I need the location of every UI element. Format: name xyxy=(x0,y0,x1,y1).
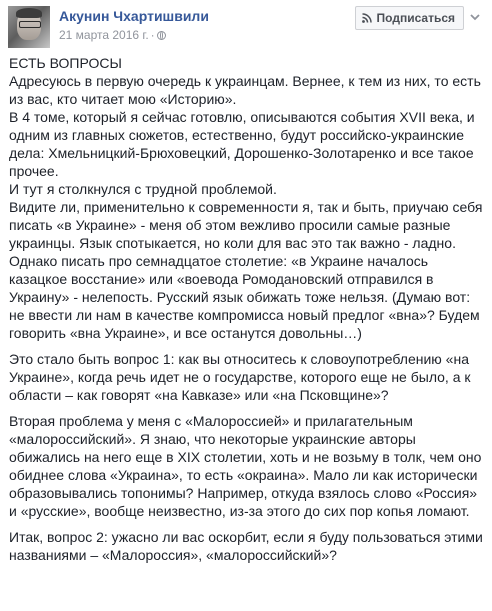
chevron-down-icon[interactable] xyxy=(468,10,482,24)
post-paragraph-4: Итак, вопрос 2: ужасно ли вас оскорбит, если я буду пользоваться этими названиями – «Малороссия», «малороссийский»? xyxy=(9,529,487,563)
avatar[interactable] xyxy=(8,6,50,48)
author-name[interactable]: Акунин Чхартишвили xyxy=(59,8,209,24)
subscribe-label: Подписаться xyxy=(376,11,455,25)
rss-icon xyxy=(362,13,372,23)
post-paragraph-1: ЕСТЬ ВОПРОСЫ Адресуюсь в первую очередь к украинцам. Вернее, к тем из них, то есть из вас, кто читает мою «Историю». В 4 томе, который я сейчас готовлю, описываются события XVII века, и одним из главных сюжетов, естественно, будут российско-украинские дела: Хмельницкий-Брюховецкий, Дорошенко-Золотаренко и все такое прочее. И тут я столкнулся с трудной проблемой. Видите ли, применительно к современности я, так и быть, приучаю себя писать «в Украине» - меня об этом вежливо просили самые разные украинцы. Язык спотыкается, но коли для вас это так важно - ладно. Однако писать про семнадцатое столетие: «в Украине началось казацкое восстание» или «воевода Ромодановский отправился в Украину» - нелепость. Русский язык обижать тоже нельзя. (Думаю вот: не ввести ли нам в качестве компромисса новый предлог «вна»? Будем говорить «вна Украине», и все останутся довольны…) xyxy=(9,55,483,341)
avatar-hair xyxy=(16,8,42,18)
post-paragraph-2: Это стало быть вопрос 1: как вы относитесь к словоупотреблению «на Украине», когда речь идет не о государстве, которого еще не было, а к области – как говорят «на Кавказе» или «на Псковщине»? xyxy=(9,351,475,403)
post-header xyxy=(8,6,484,48)
post-paragraph-3: Вторая проблема у меня с «Малороссией» и прилагательным «малороссийский». Я знаю, что некоторые украинские авторы обижались на него еще в XIX столетии, хоть и не возьму в толк, чем оно обиднее слова «Украина», то есть «окраина». Мало ли как исторически образовывались топонимы? Например, откуда взялось слово «Россия» и «русские», вообще неизвестно, из-за этого до сих пор копья ломают. xyxy=(9,413,486,519)
meta-separator: · xyxy=(150,28,155,42)
post-date[interactable]: 21 марта 2016 г. xyxy=(59,28,149,42)
post-body xyxy=(9,54,487,564)
post-meta xyxy=(59,28,166,42)
avatar-glasses xyxy=(19,21,41,28)
subscribe-button[interactable] xyxy=(355,6,464,30)
globe-icon[interactable] xyxy=(157,31,166,40)
